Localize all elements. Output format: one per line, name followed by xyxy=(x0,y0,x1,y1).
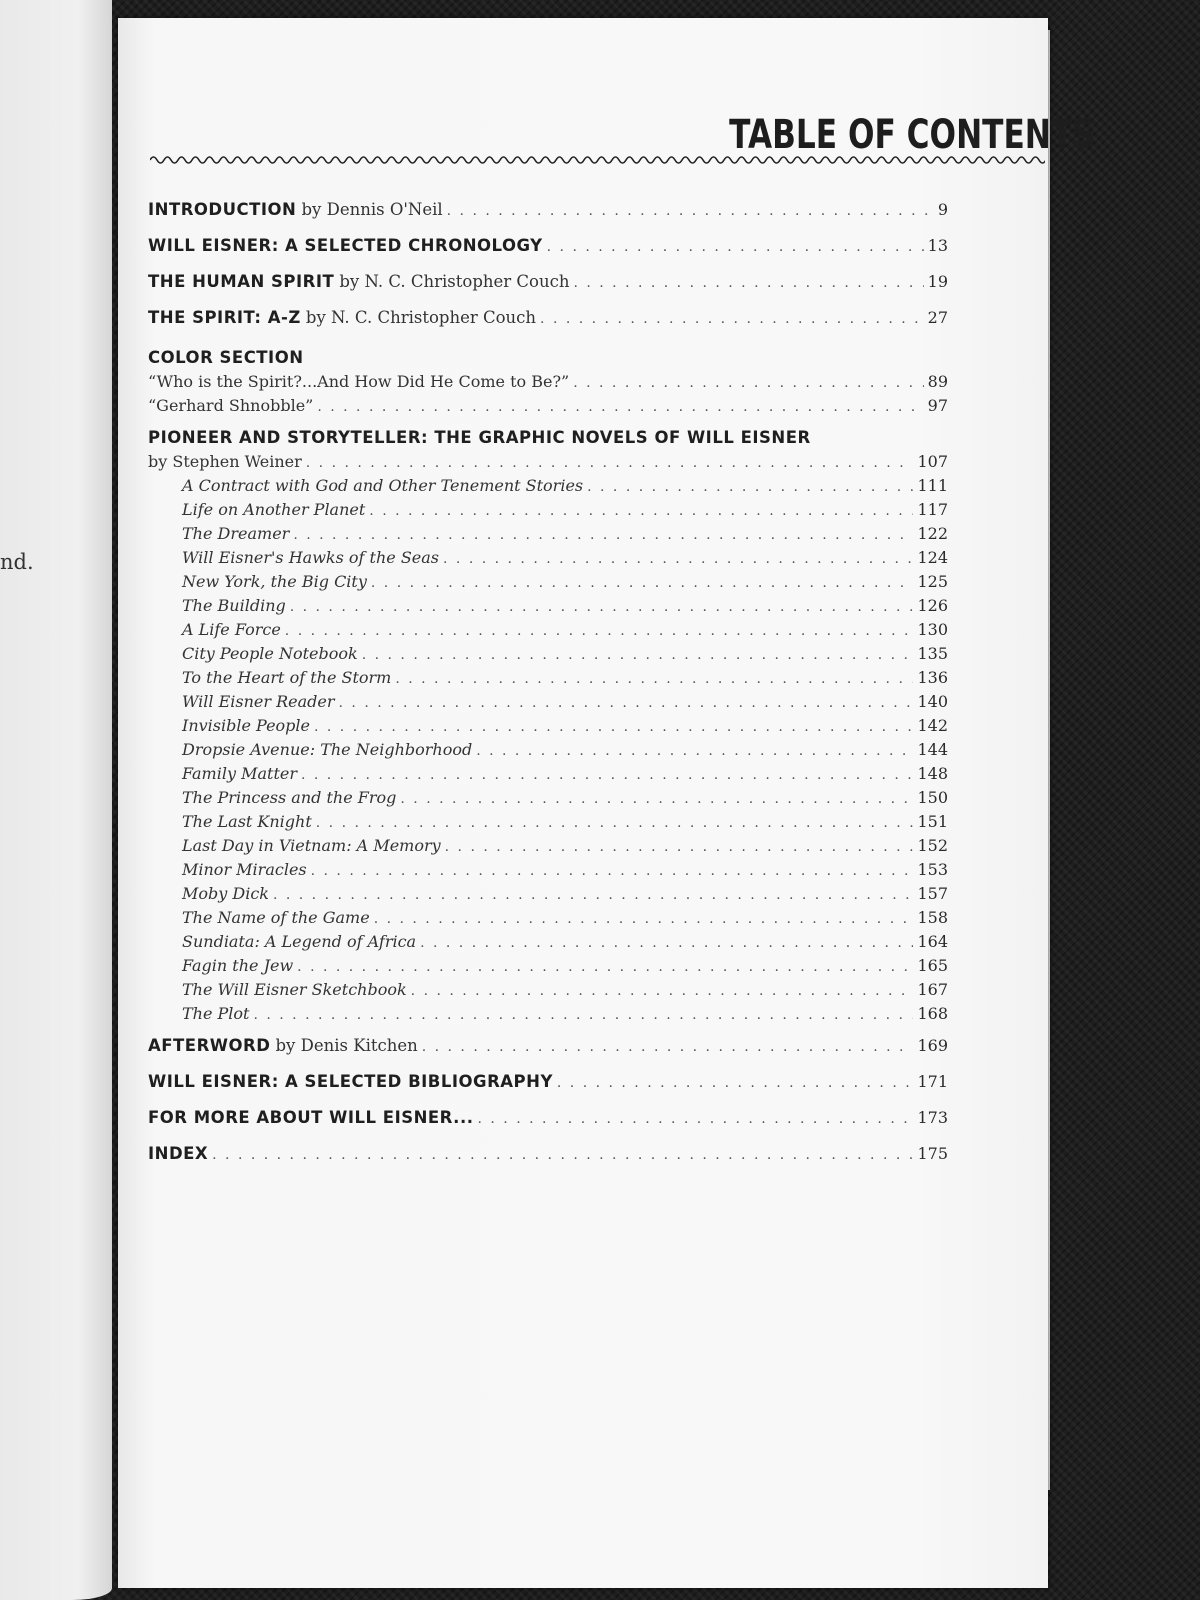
dot-leader xyxy=(293,527,913,543)
page-number: 97 xyxy=(927,396,948,415)
page-number: 117 xyxy=(917,500,948,519)
toc-entry-human-spirit[interactable] xyxy=(148,272,948,308)
dot-leader xyxy=(557,1075,914,1091)
entry-title: Minor Miracles xyxy=(182,860,307,879)
dot-leader xyxy=(311,863,914,879)
dot-leader xyxy=(306,455,914,471)
toc-entry-graphic-novel[interactable] xyxy=(148,740,948,764)
page-number: 126 xyxy=(917,596,948,615)
dot-leader xyxy=(445,839,914,855)
page-number: 144 xyxy=(917,740,948,759)
page-number: 9 xyxy=(937,200,948,219)
entry-title: A Contract with God and Other Tenement Stories xyxy=(182,476,584,495)
page-number: 89 xyxy=(927,372,948,391)
dot-leader xyxy=(339,695,914,711)
section-heading-color: COLOR SECTION xyxy=(148,348,304,367)
entry-title: To the Heart of the Storm xyxy=(182,668,392,687)
dot-leader xyxy=(285,623,914,639)
entry-title: “Gerhard Shnobble” xyxy=(148,396,314,415)
page-title: TABLE OF CONTENTS xyxy=(729,112,1095,158)
dot-leader xyxy=(540,311,924,327)
page-number: 122 xyxy=(917,524,948,543)
page-number: 169 xyxy=(917,1036,948,1055)
entry-title: Life on Another Planet xyxy=(182,500,366,519)
dot-leader xyxy=(395,671,913,687)
toc-entry-graphic-novel[interactable] xyxy=(148,836,948,860)
page-number: 148 xyxy=(917,764,948,783)
page-number: 175 xyxy=(917,1144,948,1163)
dot-leader xyxy=(400,791,913,807)
toc-entry-graphic-novel[interactable] xyxy=(148,932,948,956)
entry-title: “Who is the Spirit?...And How Did He Come to Be?” xyxy=(148,372,570,391)
toc-entry-graphic-novel[interactable] xyxy=(148,980,948,1004)
toc-entry-graphic-novel[interactable] xyxy=(148,476,948,500)
toc-entry-graphic-novel[interactable] xyxy=(148,548,948,572)
toc-entry-graphic-novel[interactable] xyxy=(148,524,948,548)
toc-entry-index[interactable] xyxy=(148,1144,948,1180)
toc-entry-graphic-novel[interactable] xyxy=(148,1004,948,1028)
page-number: 142 xyxy=(917,716,948,735)
toc-entry-color-2[interactable] xyxy=(148,396,948,420)
toc-entry-color-1[interactable] xyxy=(148,372,948,396)
entry-title: Will Eisner Reader xyxy=(182,692,335,711)
dot-leader xyxy=(422,1039,914,1055)
graphic-novel-list xyxy=(148,476,948,1028)
dot-leader xyxy=(317,399,923,415)
toc-entry-graphic-novel[interactable] xyxy=(148,764,948,788)
entry-title: Will Eisner's Hawks of the Seas xyxy=(182,548,440,567)
toc-entry-graphic-novel[interactable] xyxy=(148,500,948,524)
entry-title: Sundiata: A Legend of Africa xyxy=(182,932,417,951)
entry-author: by N. C. Christopher Couch xyxy=(339,272,570,291)
entry-heading: WILL EISNER: A SELECTED BIBLIOGRAPHY xyxy=(148,1072,553,1091)
entry-heading: WILL EISNER: A SELECTED CHRONOLOGY xyxy=(148,236,543,255)
page-number: 165 xyxy=(917,956,948,975)
page-number: 125 xyxy=(917,572,948,591)
entry-heading: FOR MORE ABOUT WILL EISNER... xyxy=(148,1108,474,1127)
toc-entry-graphic-novel[interactable] xyxy=(148,956,948,980)
dot-leader xyxy=(253,1007,913,1023)
page-number: 151 xyxy=(917,812,948,831)
entry-title: Fagin the Jew xyxy=(182,956,294,975)
entry-title: The Princess and the Frog xyxy=(182,788,397,807)
page-number: 153 xyxy=(917,860,948,879)
toc-entry-chronology[interactable] xyxy=(148,236,948,272)
page-number: 164 xyxy=(917,932,948,951)
dot-leader xyxy=(316,815,914,831)
entry-author: by Stephen Weiner xyxy=(148,452,302,471)
toc-entry-graphic-novel[interactable] xyxy=(148,812,948,836)
toc-entry-graphic-novel[interactable] xyxy=(148,716,948,740)
dot-leader xyxy=(573,375,923,391)
entry-title: A Life Force xyxy=(182,620,281,639)
toc-entry-graphic-novel[interactable] xyxy=(148,572,948,596)
dot-leader xyxy=(212,1147,913,1163)
entry-title: The Will Eisner Sketchbook xyxy=(182,980,407,999)
page-number: 107 xyxy=(917,452,948,471)
dot-leader xyxy=(587,479,913,495)
entry-title: Moby Dick xyxy=(182,884,269,903)
toc-entry-pioneer[interactable] xyxy=(148,452,948,476)
toc-entry-for-more[interactable] xyxy=(148,1108,948,1144)
entry-heading: AFTERWORD xyxy=(148,1036,271,1055)
entry-author: by N. C. Christopher Couch xyxy=(305,308,537,327)
dot-leader xyxy=(369,503,913,519)
toc-entry-graphic-novel[interactable] xyxy=(148,860,948,884)
dot-leader xyxy=(374,911,914,927)
page-number: 136 xyxy=(917,668,948,687)
dot-leader xyxy=(478,1111,914,1127)
page-number: 157 xyxy=(917,884,948,903)
toc-entry-graphic-novel[interactable] xyxy=(148,692,948,716)
entry-title: Family Matter xyxy=(182,764,297,783)
dot-leader xyxy=(411,983,914,999)
toc-entry-graphic-novel[interactable] xyxy=(148,596,948,620)
dot-leader xyxy=(573,275,923,291)
toc-entry-afterword[interactable] xyxy=(148,1036,948,1072)
entry-title: City People Notebook xyxy=(182,644,358,663)
entry-title: New York, the Big City xyxy=(182,572,367,591)
table-of-contents xyxy=(148,200,948,1180)
entry-title: The Plot xyxy=(182,1004,250,1023)
dot-leader xyxy=(476,743,913,759)
dot-leader xyxy=(273,887,913,903)
dot-leader xyxy=(443,551,913,567)
page-number: 167 xyxy=(917,980,948,999)
entry-heading: INTRODUCTION xyxy=(148,200,297,219)
wavy-rule xyxy=(150,148,1045,172)
toc-entry-graphic-novel[interactable] xyxy=(148,644,948,668)
entry-heading: THE HUMAN SPIRIT xyxy=(148,272,335,291)
dot-leader xyxy=(301,767,913,783)
entry-title: The Last Knight xyxy=(182,812,312,831)
left-page-text-fragment: nd. xyxy=(0,550,34,574)
page-number: 152 xyxy=(917,836,948,855)
toc-entry-graphic-novel[interactable] xyxy=(148,884,948,908)
dot-leader xyxy=(371,575,914,591)
toc-entry-graphic-novel[interactable] xyxy=(148,620,948,644)
entry-heading: THE SPIRIT: A-Z xyxy=(148,308,301,327)
entry-title: Last Day in Vietnam: A Memory xyxy=(182,836,441,855)
entry-author: by Dennis O'Neil xyxy=(301,200,443,219)
dot-leader xyxy=(290,599,914,615)
section-heading-pioneer: PIONEER AND STORYTELLER: THE GRAPHIC NOVELS OF WILL EISNER xyxy=(148,428,811,447)
page-number: 150 xyxy=(917,788,948,807)
dot-leader xyxy=(420,935,913,951)
toc-entry-graphic-novel[interactable] xyxy=(148,668,948,692)
toc-entry-graphic-novel[interactable] xyxy=(148,908,948,932)
entry-author: by Denis Kitchen xyxy=(275,1036,418,1055)
page-number: 13 xyxy=(927,236,948,255)
entry-title: Dropsie Avenue: The Neighborhood xyxy=(182,740,473,759)
entry-title: The Dreamer xyxy=(182,524,290,543)
dot-leader xyxy=(547,239,924,255)
toc-entry-graphic-novel[interactable] xyxy=(148,788,948,812)
entry-title: The Name of the Game xyxy=(182,908,370,927)
page-number: 135 xyxy=(917,644,948,663)
entry-title: The Building xyxy=(182,596,286,615)
toc-entry-spirit-a-z[interactable] xyxy=(148,308,948,344)
dot-leader xyxy=(314,719,913,735)
page-number: 111 xyxy=(917,476,948,495)
page-number: 130 xyxy=(917,620,948,639)
page-number: 140 xyxy=(917,692,948,711)
page-number: 27 xyxy=(927,308,948,327)
entry-heading: INDEX xyxy=(148,1144,209,1163)
page-number: 168 xyxy=(917,1004,948,1023)
entry-title: Invisible People xyxy=(182,716,310,735)
dot-leader xyxy=(362,647,914,663)
toc-entry-introduction[interactable] xyxy=(148,200,948,236)
dot-leader xyxy=(447,203,934,219)
dot-leader xyxy=(297,959,913,975)
page-number: 171 xyxy=(917,1072,948,1091)
toc-entry-bibliography[interactable] xyxy=(148,1072,948,1108)
page-number: 173 xyxy=(917,1108,948,1127)
page-number: 19 xyxy=(927,272,948,291)
page-number: 124 xyxy=(917,548,948,567)
left-page xyxy=(0,0,112,1600)
page-number: 158 xyxy=(917,908,948,927)
